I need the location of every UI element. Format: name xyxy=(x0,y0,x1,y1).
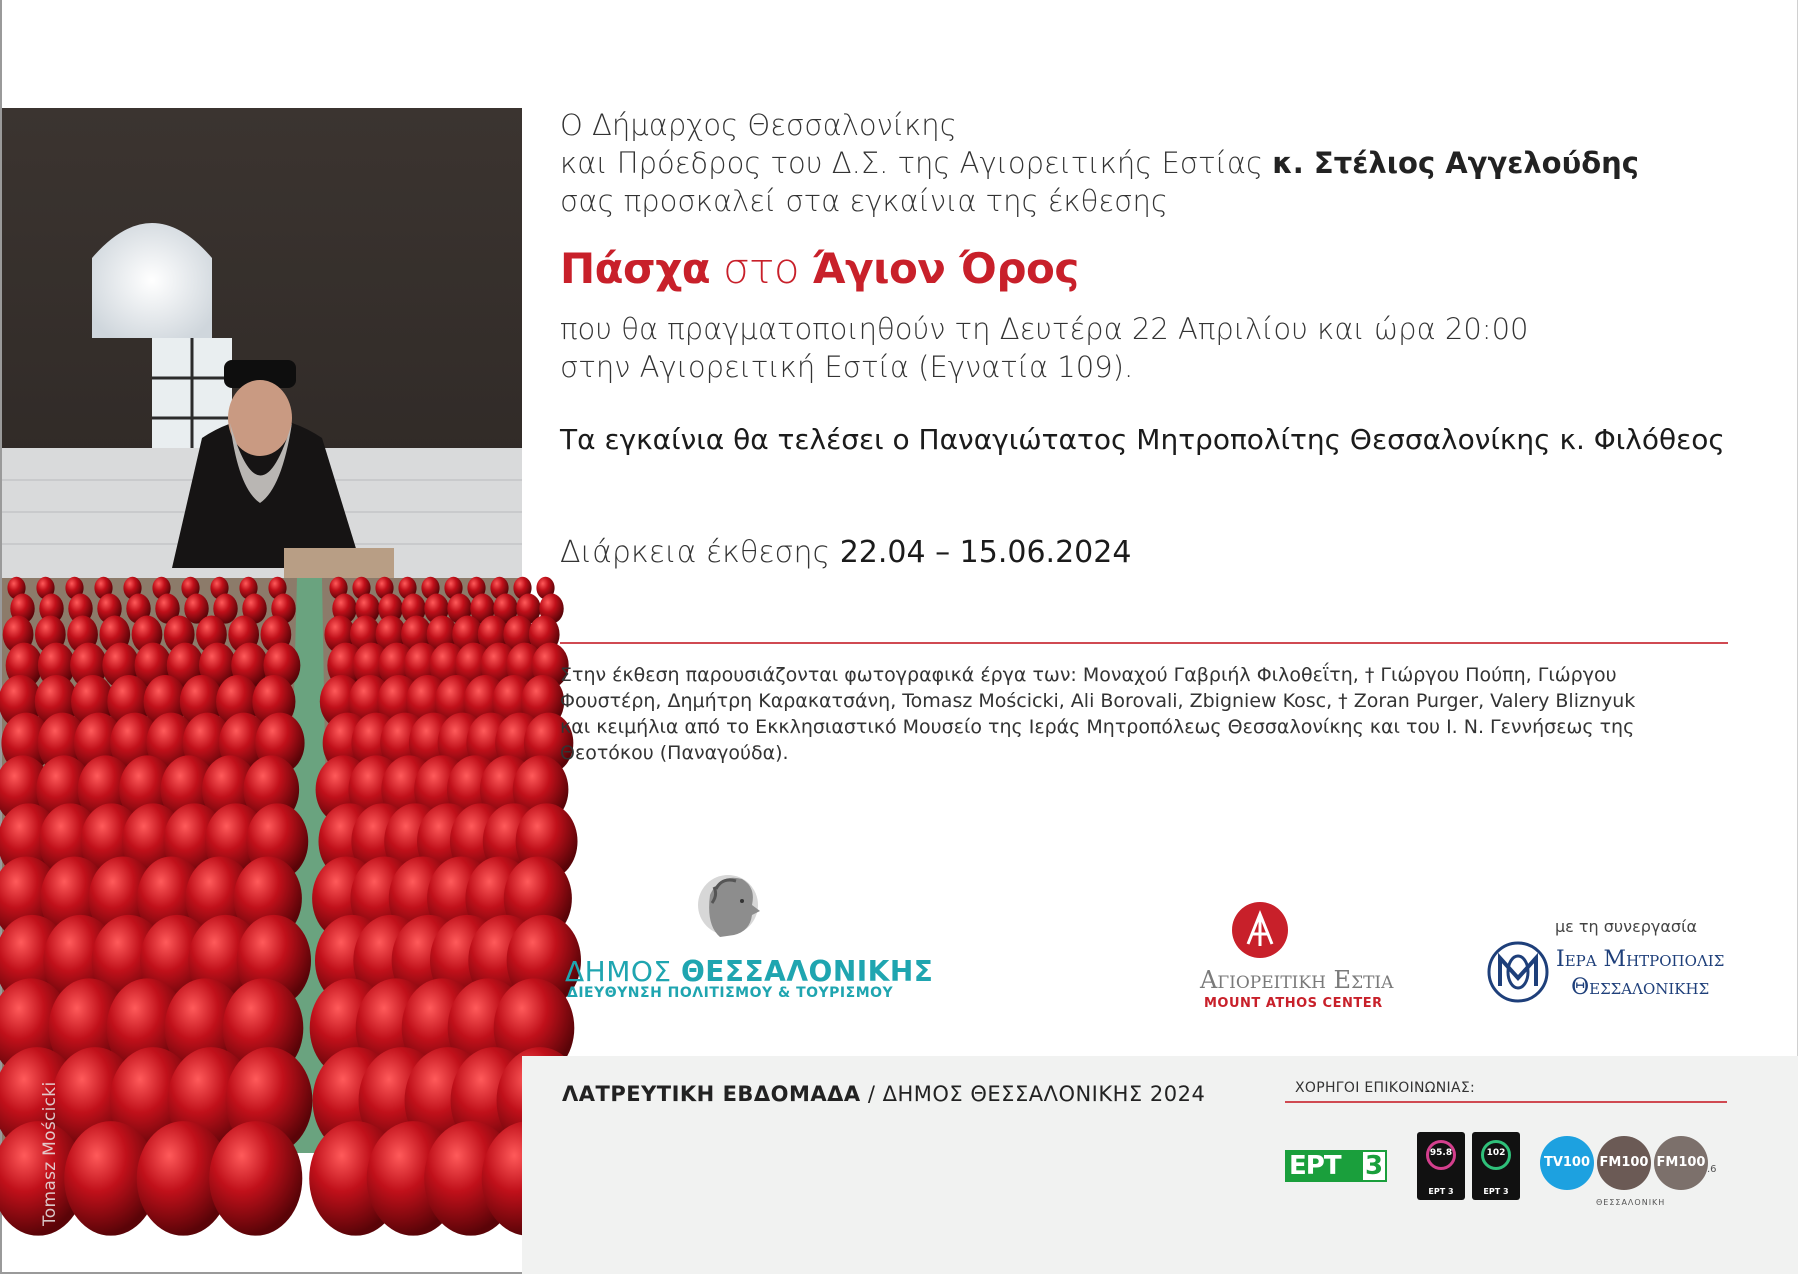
estia-name: Αγιορειτικη Εστια xyxy=(1200,966,1394,994)
officiant-line: Τα εγκαίνια θα τελέσει ο Παναγιώτατος Μητροπολίτης Θεσσαλονίκης κ. Φιλόθεος xyxy=(560,423,1725,456)
title-part-1: Πάσχα xyxy=(560,244,711,293)
radio-958-label: ΕΡΤ 3 xyxy=(1428,1187,1454,1196)
photo-credit: Tomasz Mościcki xyxy=(40,1081,60,1226)
dimos-word-bold: ΘΕΣΣΑΛΟΝΙΚΗΣ xyxy=(681,955,934,988)
radio-958-frequency: 95.8 xyxy=(1429,1148,1453,1158)
mitropolis-emblem-icon xyxy=(1486,940,1550,1004)
divider-line xyxy=(560,642,1728,644)
mitropolis-name-line-2: Θεσσαλονικης xyxy=(1571,975,1710,1000)
dimos-word-light: ΔΗΜΟΣ xyxy=(565,955,681,988)
radio-102-frequency: 102 xyxy=(1486,1148,1506,1158)
dimos-subtitle: ΔΙΕΥΘΥΝΣΗ ΠΟΛΙΤΙΣΜΟΥ & ΤΟΥΡΙΣΜΟΥ xyxy=(567,985,894,1001)
title-part-3: Άγιον Όρος xyxy=(811,244,1079,293)
dimos-thessalonikis-logo xyxy=(565,865,934,1005)
fm100-logo: FM100 xyxy=(1597,1136,1651,1190)
footer-separator: / xyxy=(860,1082,883,1106)
collaboration-label: με τη συνεργασία xyxy=(1555,917,1698,936)
exhibition-duration xyxy=(560,535,1131,570)
iera-mitropolis-logo xyxy=(1486,940,1736,1010)
mayor-name: κ. Στέλιος Αγγελούδης xyxy=(1272,146,1639,180)
invitation-text xyxy=(560,106,1639,220)
red-egg xyxy=(209,1121,302,1236)
ert-102-radio-logo xyxy=(1472,1132,1520,1200)
sponsors-divider xyxy=(1285,1101,1727,1103)
event-date-line: που θα πραγματοποιηθούν τη Δευτέρα 22 Απριλίου και ώρα 20:00 xyxy=(560,312,1529,346)
estia-emblem-icon xyxy=(1230,900,1290,960)
works-paragraph: Στην έκθεση παρουσιάζονται φωτογραφικά έργα των: Μοναχού Γαβριήλ Φιλοθεΐτη, † Γιώργου Πούπη, Γιώργου Φουστέρη, Δημήτρη Καρακατσάνη, Tomasz Mościcki, Ali Borovali, Zbigniew Kosc, † Zoran Purger, Valery Bliznyuk και κειμήλια από το Εκκλησιαστικό Μουσείο της Ιεράς Μητροπόλεως Θεσσαλονίκης και του Ι. Ν. Γεννήσεως της Θεοτόκου (Παναγούδα). xyxy=(560,664,1636,764)
title-part-2: στο xyxy=(710,244,812,293)
ert3-text: ΕΡΤ xyxy=(1289,1151,1341,1181)
ert3-number: 3 xyxy=(1361,1150,1387,1182)
event-venue-line: στην Αγιορειτική Εστία (Εγνατία 109). xyxy=(560,350,1134,384)
footer-municipality-year: ΔΗΜΟΣ ΘΕΣΣΑΛΟΝΙΚΗΣ 2024 xyxy=(882,1082,1206,1106)
mitropolis-name-line-1: Ιερα Μητροπολις xyxy=(1556,947,1725,972)
invitation-line-2 xyxy=(560,144,1639,182)
dimos-wordmark xyxy=(565,955,933,988)
footer-event-label xyxy=(562,1082,1205,1106)
radio-102-label: ΕΡΤ 3 xyxy=(1483,1187,1509,1196)
mitropolis-name xyxy=(1556,946,1724,1002)
event-when xyxy=(560,310,1528,386)
invitation-line-3: σας προσκαλεί στα εγκαίνια της έκθεσης xyxy=(560,184,1168,218)
estia-subtitle: MOUNT ATHOS CENTER xyxy=(1204,996,1383,1011)
media-city-label: ΘΕΣΣΑΛΟΝΙΚΗ xyxy=(1596,1198,1666,1207)
exhibition-photo xyxy=(2,108,522,1226)
ert3-logo xyxy=(1285,1150,1387,1182)
red-eggs-photo xyxy=(2,108,522,1153)
footer-week-label: ΛΑΤΡΕΥΤΙΚΗ ΕΒΔΟΜΑΔΑ xyxy=(562,1082,861,1106)
fm1006-logo: FM100 xyxy=(1654,1136,1708,1190)
duration-label: Διάρκεια έκθεσης xyxy=(560,535,840,570)
fm-suffix: .6 xyxy=(1707,1164,1717,1175)
tv100-logo: TV100 xyxy=(1540,1136,1594,1190)
alexander-head-icon xyxy=(690,865,770,945)
invitation-line-2-prefix: και Πρόεδρος του Δ.Σ. της Αγιορειτικής Εστίας xyxy=(560,146,1273,180)
duration-dates: 22.04 – 15.06.2024 xyxy=(839,535,1132,570)
media-sponsors-label: ΧΟΡΗΓΟΙ ΕΠΙΚΟΙΝΩΝΙΑΣ: xyxy=(1295,1080,1476,1096)
agioreitiki-estia-logo xyxy=(1200,900,1440,1010)
exhibition-title xyxy=(560,244,1079,293)
invitation-line-1: Ο Δήμαρχος Θεσσαλονίκης xyxy=(560,108,957,142)
ert-958-radio-logo xyxy=(1417,1132,1465,1200)
